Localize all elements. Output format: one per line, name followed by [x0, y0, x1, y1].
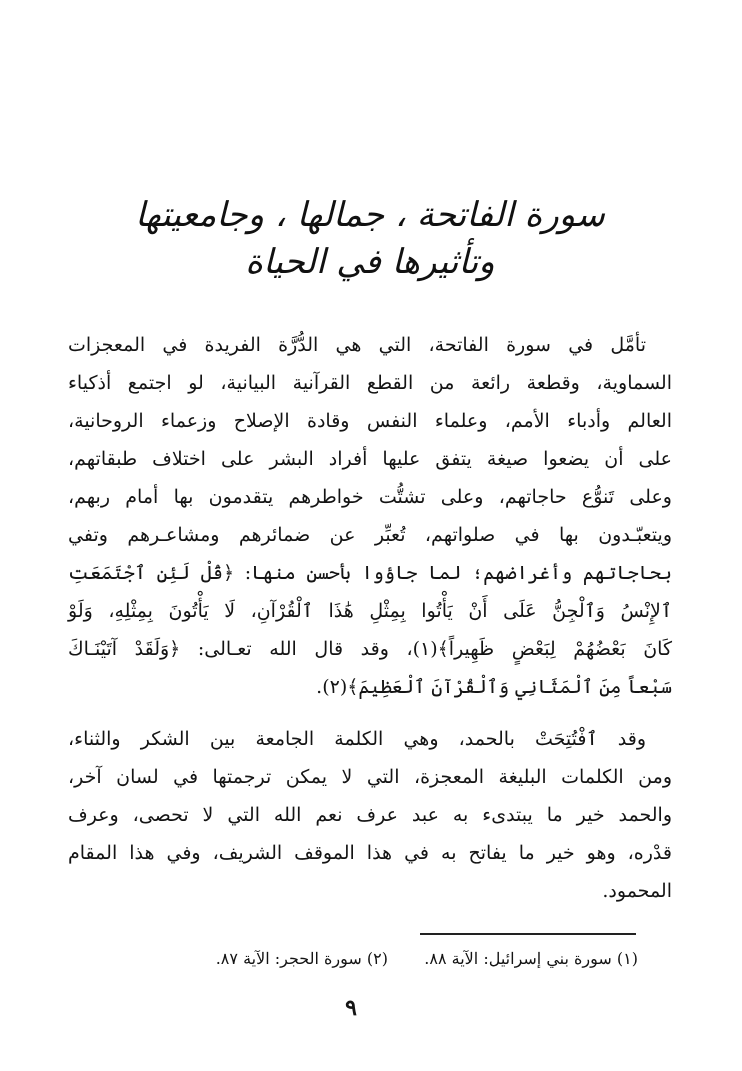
text-line: وقد ٱفْتُتِحَتْ بالحمد، وهي الكلمة الجامعة بين الشكر والثناء، [68, 728, 646, 750]
text-line: المحمود. [602, 880, 672, 902]
text-line: قدْره، وهو خير ما يفاتح به في هذا الموقف الشريف، وفي هذا المقام [68, 842, 672, 864]
text-line: ٱلإِنْسُ وَٱلْجِنُّ عَلَى أَنْ يَأْتُوا بِمِثْلِ هَٰذَا ٱلْقُرْآنِ، لَا يَأْتُونَ بِمِثْلِهِ، وَلَوْ [68, 600, 672, 622]
text-line: ويتعبّـدون بها في صلواتهم، تُعبِّر عن ضمائرهم ومشاعـرهم وتفي [68, 524, 672, 546]
chapter-title-line-1: سورة الفاتحة ، جمالها ، وجامعيتها [135, 195, 605, 235]
text-line: والحمد خير ما يبتدىء به عبد عرف نعم الله التي لا تحصى، وعرف [68, 804, 672, 826]
text-line: العالم وأدباء الأمم، وعلماء النفس وقادة الإصلاح وزعماء الروحانية، [68, 410, 672, 432]
page-number: ٩ [345, 995, 357, 1021]
text-line: سَبْعاً مِنَ ٱلْمَثَانِي وَٱلْقُرْآنَ ٱلْعَظِيمَ﴾(٢). [316, 676, 672, 698]
chapter-title-line-2: وتأثيرها في الحياة [245, 242, 495, 282]
text-line: وعلى تَنوُّع حاجاتهم، وعلى تشتُّت خواطرهم يتقدمون بها أمام ربهم، [68, 486, 672, 508]
footnote-2: (٢) سورة الحجر: الآية ٨٧. [215, 949, 388, 968]
text-line: تأمَّل في سورة الفاتحة، التي هي الدُّرَّة الفريدة في المعجزات [68, 334, 646, 356]
text-line: ومن الكلمات البليغة المعجزة، التي لا يمكن ترجمتها في لسان آخر، [68, 766, 672, 788]
text-line: السماوية، وقطعة رائعة من القطع القرآنية البيانية، لو اجتمع أذكياء [68, 372, 672, 394]
footnote-separator [420, 933, 636, 935]
text-line: بحاجاتهم وأغراضهم؛ لما جاؤوا بأحسن منها: ﴿قُلْ لَئِنِ ٱجْتَمَعَتِ [68, 562, 672, 584]
text-line: كَانَ بَعْضُهُمْ لِبَعْضٍ ظَهِيراً﴾(١)، وقد قال الله تعـالى: ﴿وَلَقَدْ آتَيْنَـاكَ [68, 638, 672, 660]
footnote-1: (١) سورة بني إسرائيل: الآية ٨٨. [424, 949, 638, 968]
text-line: على أن يضعوا صيغة يتفق عليها أفراد البشر على اختلاف طبقاتهم، [68, 448, 672, 470]
footnotes [150, 944, 638, 974]
